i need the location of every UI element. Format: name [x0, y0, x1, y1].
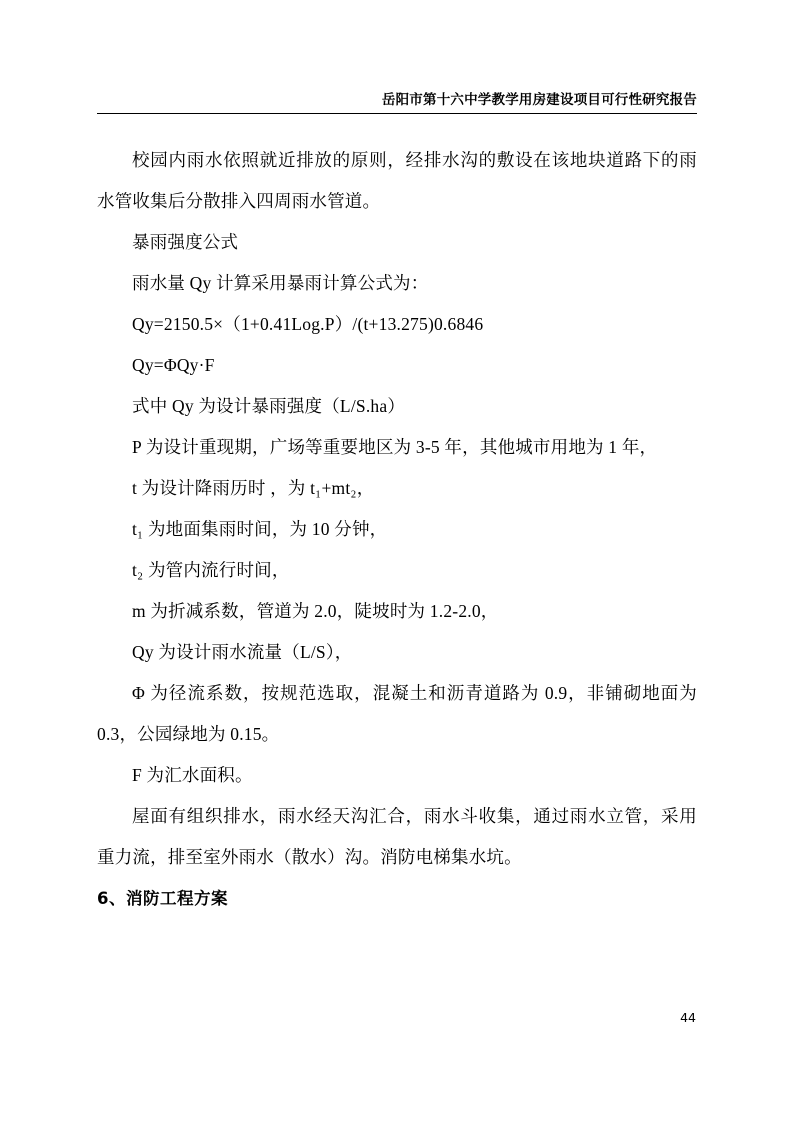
paragraph-t-definition: t 为设计降雨历时 ，为 t₁+mt₂， [132, 478, 375, 498]
paragraph-qy-definition: 式中 Qy 为设计暴雨强度（L/S.ha） [132, 396, 406, 416]
formula-qy-flow: Qy=ΦQy·F [132, 355, 215, 375]
paragraph-t1-definition: t₁ 为地面集雨时间，为 10 分钟， [132, 519, 388, 539]
paragraph-m-definition: m 为折减系数，管道为 2.0，陡坡时为 1.2-2.0， [132, 601, 499, 621]
page-content [97, 88, 702, 919]
paragraph-f-definition: F 为汇水面积。 [132, 765, 253, 785]
section-heading-fire-protection: 6、消防工程方案 [97, 889, 228, 908]
paragraph-1: 校园内雨水依照就近排放的原则，经排水沟的敷设在该地块道路下的雨水管收集后分散排入四周雨水管道。 [97, 150, 697, 211]
formula-qy-rainfall: Qy=2150.5×（1+0.41Log.P）/(t+13.275)0.6846 [132, 314, 484, 334]
page-header-title: 岳阳市第十六中学教学用房建设项目可行性研究报告 [381, 92, 697, 108]
paragraph-p-definition: P 为设计重现期，广场等重要地区为 3-5 年，其他城市用地为 1 年， [132, 437, 658, 457]
page-number: 44 [680, 1010, 696, 1025]
paragraph-3: 雨水量 Qy 计算采用暴雨计算公式为： [132, 273, 429, 293]
paragraph-qy-flow-definition: Qy 为设计雨水流量（L/S）， [132, 642, 353, 662]
paragraph-t2-definition: t₂ 为管内流行时间， [132, 560, 290, 580]
paragraph-roof-drainage: 屋面有组织排水，雨水经天沟汇合，雨水斗收集，通过雨水立管，采用重力流，排至室外雨水（散水）沟。消防电梯集水坑。 [97, 806, 697, 867]
paragraph-phi-definition: Φ 为径流系数，按规范选取，混凝土和沥青道路为 0.9，非铺砌地面为 0.3，公园绿地为 0.15。 [97, 683, 702, 744]
header-divider [97, 113, 697, 114]
paragraph-2: 暴雨强度公式 [132, 232, 239, 252]
